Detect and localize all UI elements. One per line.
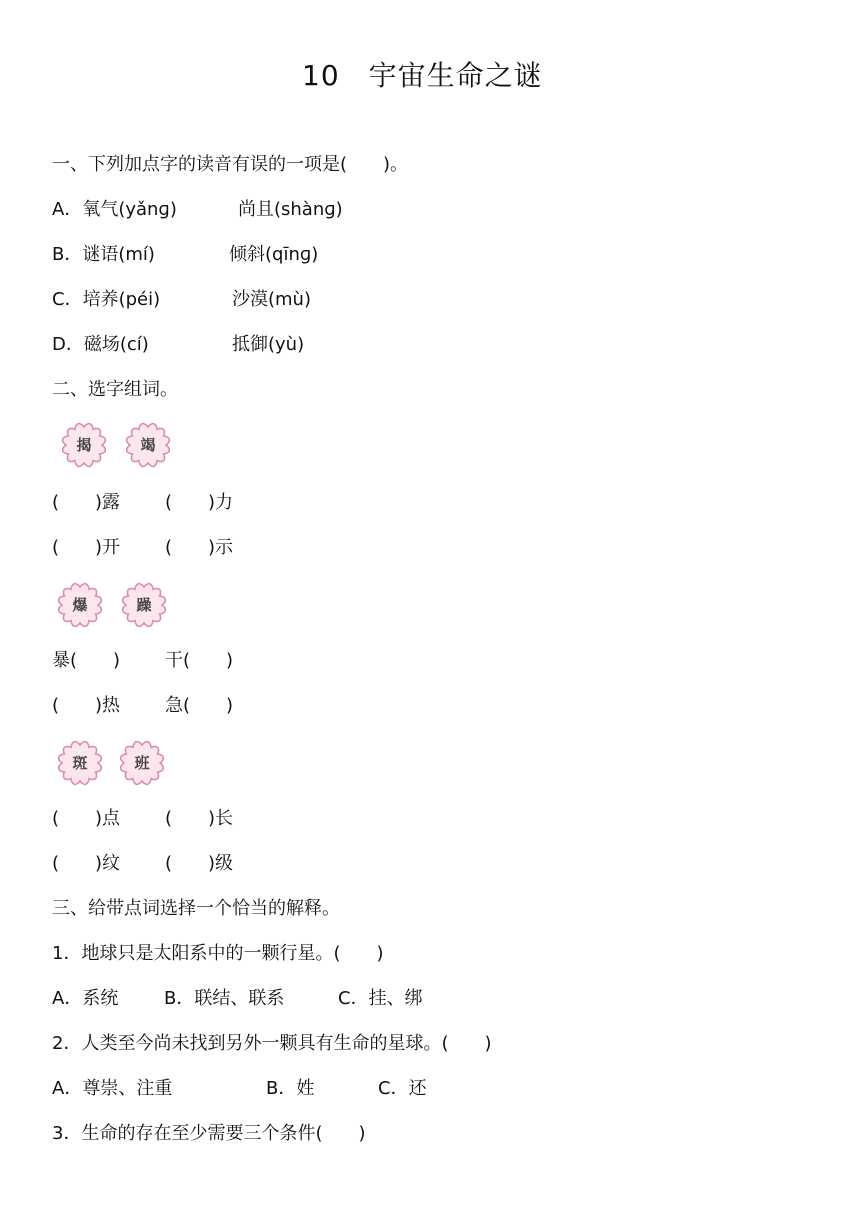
q1-option-b-second: 倾斜(qīnɡ) bbox=[229, 244, 319, 265]
q3-q2-option-a: A．尊崇、注重 bbox=[52, 1078, 173, 1099]
flower-char-badge bbox=[120, 581, 168, 629]
flower-char-badge bbox=[56, 739, 104, 787]
q3-prompt: 三、给带点词选择一个恰当的解释。 bbox=[52, 898, 340, 919]
flower-char-badge bbox=[124, 421, 172, 469]
q1-prompt: 一、下列加点字的读音有误的一项是( )。 bbox=[52, 154, 409, 175]
flower-char: 班 bbox=[134, 754, 150, 772]
q3-q1-option-c: C．挂、绑 bbox=[338, 988, 423, 1009]
q2-prompt: 二、选字组词。 bbox=[52, 379, 178, 400]
flower-char: 竭 bbox=[140, 436, 156, 454]
word-blank: ( )示 bbox=[165, 537, 234, 558]
flower-char-badge bbox=[60, 421, 108, 469]
word-blank: ( )开 bbox=[52, 537, 121, 558]
q1-option-d: D．磁场(cí) bbox=[52, 334, 149, 355]
flower-char-badge bbox=[56, 581, 104, 629]
word-blank: ( )热 bbox=[52, 695, 121, 716]
word-blank: ( )纹 bbox=[52, 853, 121, 874]
word-blank: ( )露 bbox=[52, 492, 121, 513]
page-title: 10 宇宙生命之谜 bbox=[302, 59, 543, 92]
q3-question-3: 3．生命的存在至少需要三个条件( ) bbox=[52, 1123, 366, 1144]
q1-option-a: A．氧气(yǎnɡ) bbox=[52, 199, 177, 220]
q1-option-d-second: 抵御(yù) bbox=[232, 334, 305, 355]
q3-q1-option-b: B．联结、联系 bbox=[164, 988, 285, 1009]
q3-question-1: 1．地球只是太阳系中的一颗行星。( ) bbox=[52, 943, 384, 964]
q1-option-a-second: 尚且(shànɡ) bbox=[238, 199, 343, 220]
word-blank: ( )力 bbox=[165, 492, 234, 513]
word-blank: 干( ) bbox=[165, 650, 234, 671]
q3-question-2: 2．人类至今尚未找到另外一颗具有生命的星球。( ) bbox=[52, 1033, 492, 1054]
flower-char: 爆 bbox=[72, 596, 88, 614]
word-blank: 暴( ) bbox=[52, 650, 121, 671]
word-blank: 急( ) bbox=[165, 695, 234, 716]
flower-char: 斑 bbox=[72, 754, 88, 772]
word-blank: ( )长 bbox=[165, 808, 234, 829]
flower-char: 躁 bbox=[136, 596, 152, 614]
q1-option-c: C．培养(péi) bbox=[52, 289, 161, 310]
q3-q2-option-b: B．姓 bbox=[266, 1078, 315, 1099]
q1-option-b: B．谜语(mí) bbox=[52, 244, 155, 265]
flower-char-badge bbox=[118, 739, 166, 787]
q3-q2-option-c: C．还 bbox=[378, 1078, 427, 1099]
word-blank: ( )点 bbox=[52, 808, 121, 829]
q3-q1-option-a: A．系统 bbox=[52, 988, 119, 1009]
word-blank: ( )级 bbox=[165, 853, 234, 874]
flower-char: 揭 bbox=[76, 436, 92, 454]
q1-option-c-second: 沙漠(mù) bbox=[232, 289, 311, 310]
